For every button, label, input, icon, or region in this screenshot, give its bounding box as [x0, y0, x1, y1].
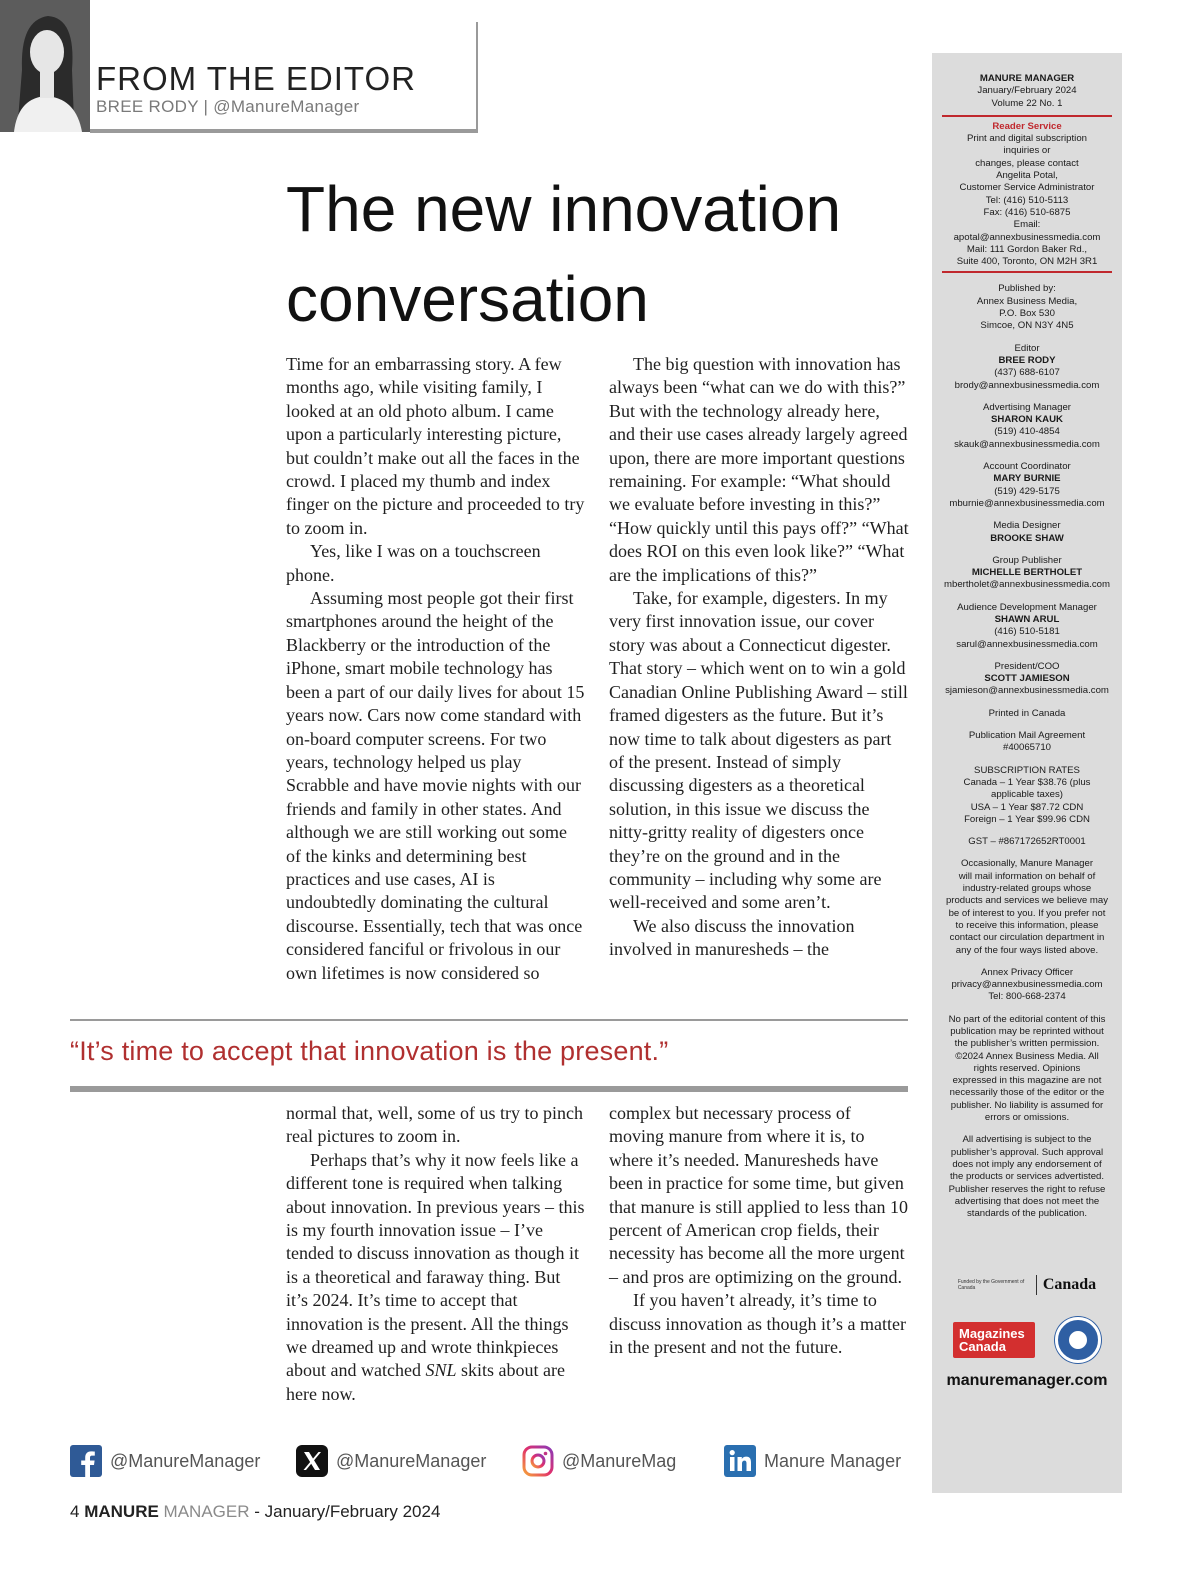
rights-line: expressed in this magazine are not [952, 1075, 1102, 1087]
paragraph-text: Perhaps that’s why it now feels like a different tone is required when talking about innovation. In previous years – this is my fourth innovation issue – I’ve tended to discuss innovation as though it is a theoretical and faraway thing. But it’s 2024. It’s time to accept that innovation is the present. All the things we dreamed up and wrote thinkpieces about and watched [286, 1149, 585, 1381]
staff-president [940, 661, 1114, 698]
staff-email: sjamieson@annexbusinessmedia.com [945, 685, 1109, 697]
section-title: FROM THE EDITOR [96, 60, 416, 97]
staff-name: SHAWN ARUL [994, 613, 1060, 625]
rights-line: errors or omissions. [984, 1112, 1070, 1124]
reader-service-line: Fax: (416) 510-6875 [983, 206, 1071, 218]
social-instagram-handle: @ManureMag [562, 1450, 677, 1471]
staff-email: sarul@annexbusinessmedia.com [956, 638, 1098, 650]
reader-service-line: Suite 400, Toronto, ON M2H 3R1 [956, 256, 1098, 268]
rights-line: publication may be reprinted without [950, 1026, 1104, 1037]
mail-info-block [940, 858, 1114, 956]
published-by-line: Published by: [998, 283, 1056, 295]
social-linkedin-link[interactable] [724, 1444, 901, 1478]
mail-agreement-line: Publication Mail Agreement [968, 730, 1086, 742]
staff-editor [940, 343, 1114, 392]
rights-line: necessarily those of the editor or the [949, 1087, 1105, 1099]
audit-seal-icon [1055, 1317, 1101, 1363]
printed-in: Printed in Canada [988, 707, 1066, 719]
subscription-line: Canada – 1 Year $38.76 (plus [963, 776, 1091, 788]
footer-brand-light: MANAGER [163, 1502, 250, 1521]
published-by-line: Annex Business Media, [976, 295, 1078, 307]
staff-name: BREE RODY [998, 354, 1056, 366]
pull-quote-rule-top [70, 1019, 908, 1021]
footer-brand-bold: MANURE [84, 1502, 159, 1521]
staff-account-coordinator [940, 461, 1114, 510]
staff-audience-development [940, 602, 1114, 651]
government-of-canada-logo [932, 1275, 1122, 1295]
mail-info-line: will mail information on behalf of [958, 870, 1096, 882]
masthead-divider [942, 115, 1112, 117]
mail-agreement-block [940, 730, 1114, 755]
funded-by-text: Funded by the Government of Canada [957, 1279, 1025, 1291]
pull-quote: “It’s time to accept that innovation is the present.” [70, 1036, 669, 1066]
paragraph: We also discuss the innovation involved in manuresheds – the [609, 915, 855, 960]
staff-phone: (519) 429-5175 [994, 485, 1060, 497]
masthead-sidebar [932, 53, 1122, 1493]
website-link[interactable]: manuremanager.com [946, 1372, 1108, 1389]
paragraph: The big question with innovation has always been “what can we do with this?” But with the technology already here, and their use cases already largely agreed upon, there are more important questions remaining. For example: “What should we evaluate before investing in this?” “How quickly until this pays off?” “What does ROI on this even look like?” “What are the implications of this?” [609, 354, 909, 585]
reader-service-line: Tel: (416) 510-5113 [985, 194, 1069, 206]
staff-phone: (437) 688-6107 [994, 367, 1060, 379]
advertising-block [940, 1134, 1114, 1220]
privacy-block [940, 967, 1114, 1004]
gst-number: GST – #867172652RT0001 [968, 836, 1086, 848]
body-column-right-top [609, 353, 909, 962]
reader-service-line: Mail: 111 Gordon Baker Rd., [966, 243, 1088, 255]
staff-media-designer [940, 520, 1114, 545]
social-x-link[interactable] [296, 1444, 486, 1478]
reader-service-line: Print and digital subscription [967, 133, 1087, 145]
paragraph: Time for an embarrassing story. A few months ago, while visiting family, I looked at an old photo album. I came upon a particularly interesting picture, but couldn’t make out all the faces in the crowd. I placed my thumb and index finger on the picture and proceeded to try to zoom in. [286, 354, 585, 538]
paragraph [286, 1149, 586, 1406]
masthead-pub-info [940, 73, 1114, 110]
staff-role: Audience Development Manager [957, 601, 1097, 613]
mail-info-line: any of the four ways listed above. [955, 944, 1099, 956]
reader-service-email: Email: apotal@annexbusinessmedia.com [953, 219, 1101, 243]
paragraph: Yes, like I was on a touchscreen phone. [286, 541, 541, 585]
reader-service-title: Reader Service [992, 120, 1062, 132]
staff-role: Advertising Manager [983, 401, 1071, 413]
pull-quote-rule-bottom [70, 1086, 908, 1092]
privacy-line: privacy@annexbusinessmedia.com [951, 979, 1103, 991]
editor-portrait-image [0, 0, 90, 132]
subscription-line: SUBSCRIPTION RATES [974, 764, 1080, 776]
masthead-pub-name: MANURE MANAGER [979, 73, 1075, 84]
mail-agreement-line: #40065710 [1002, 742, 1052, 754]
partner-logos [932, 1317, 1122, 1363]
masthead-pub-date: January/February 2024 [977, 85, 1077, 97]
mail-info-line: industry-related groups whose [962, 883, 1092, 895]
x-icon [296, 1445, 328, 1477]
footer-issue: - January/February 2024 [254, 1502, 441, 1521]
subscription-line: Foreign – 1 Year $99.96 CDN [964, 813, 1090, 825]
rights-line: publisher. No liability is assumed for [950, 1099, 1104, 1111]
staff-email: mburnie@annexbusinessmedia.com [949, 497, 1105, 509]
published-by-block [940, 283, 1114, 332]
editor-byline: BREE RODY | @ManureManager [96, 97, 360, 116]
social-facebook-link[interactable] [70, 1444, 260, 1478]
staff-role: Media Designer [993, 520, 1061, 532]
mail-info-line: contact our circulation department in [949, 932, 1105, 944]
rights-block [940, 1014, 1114, 1125]
rights-line: No part of the editorial content of this [948, 1013, 1106, 1025]
staff-name: MICHELLE BERTHOLET [971, 567, 1083, 579]
privacy-line: Annex Privacy Officer [980, 966, 1074, 978]
body-column-left-bottom [286, 1102, 586, 1406]
instagram-icon [522, 1445, 554, 1477]
staff-name: SHARON KAUK [991, 414, 1063, 426]
staff-phone: (519) 410-4854 [994, 426, 1060, 438]
advertising-line: publisher’s approval. Such approval [950, 1146, 1104, 1158]
reader-service-line: Customer Service Administrator [959, 182, 1095, 194]
page-footer [70, 1502, 440, 1522]
paragraph: Take, for example, digesters. In my very first innovation issue, our cover story was about a Connecticut digester. That story – which went on to win a gold Canadian Online Publishing Award – still framed digesters as the future. But it’s now time to talk about digesters as part of the present. Instead of simply discussing digesters as a theoretical solution, in this issue we discuss the nitty-gritty reality of digesters once they’re on the ground and in the community – including why some are well-received and some aren’t. [609, 588, 908, 913]
social-linkedin-handle: Manure Manager [764, 1450, 902, 1471]
paragraph: If you haven’t already, it’s time to discuss innovation as though it’s a matter in the present and not the future. [609, 1290, 906, 1358]
rights-line: rights reserved. Opinions [973, 1062, 1081, 1074]
mail-info-line: products and services we believe may [945, 895, 1109, 907]
rights-line: ©2024 Annex Business Media. All [955, 1050, 1099, 1062]
paragraph: Assuming most people got their first smartphones around the height of the Blackberry or the introduction of the iPhone, smart mobile technology has been a part of our daily lives for about 15 years now. Cars now come standard with on-board computer screens. For two years, technology helped us play Scrabble and have movie nights with our friends and family in other states. And although we are still working out some of the kinks and determining best practices and use cases, AI is undoubtedly dominating the cultural discourse. Essentially, tech that was once considered fanciful or frivolous in our own lifetimes is now considered so [286, 588, 585, 983]
advertising-line: the products or services advertisted. [949, 1171, 1105, 1183]
article-headline [286, 164, 906, 344]
advertising-line: Publisher reserves the right to refuse [948, 1183, 1106, 1195]
staff-role: President/COO [994, 660, 1060, 672]
staff-advertising-manager [940, 402, 1114, 451]
mail-info-line: Occasionally, Manure Manager [960, 858, 1094, 870]
reader-service-line: Angelita Potal, [996, 170, 1058, 182]
show-title: SNL [425, 1360, 457, 1381]
advertising-line: All advertising is subject to the [962, 1134, 1092, 1146]
advertising-line: standards of the publication. [966, 1208, 1087, 1220]
staff-email: brody@annexbusinessmedia.com [954, 379, 1100, 391]
rights-line: the publisher’s written permission. [954, 1038, 1100, 1050]
staff-name: MARY BURNIE [993, 473, 1061, 485]
body-column-left-top [286, 353, 586, 985]
privacy-line: Tel: 800-668-2374 [988, 991, 1066, 1003]
staff-role: Account Coordinator [983, 461, 1071, 473]
subscription-line: applicable taxes) [991, 789, 1063, 801]
headline-line-2: conversation [286, 263, 649, 335]
published-by-line: P.O. Box 530 [999, 308, 1055, 320]
social-facebook-handle: @ManureManager [110, 1450, 261, 1471]
paragraph-tail: skits about are here now. [286, 1360, 565, 1404]
staff-email: mbertholet@annexbusinessmedia.com [944, 579, 1110, 591]
editor-photo [0, 0, 90, 132]
subscription-block [940, 765, 1114, 826]
headline-line-1: The new innovation [286, 173, 842, 245]
staff-email: skauk@annexbusinessmedia.com [954, 438, 1100, 450]
advertising-line: does not imply any endorsement of [952, 1158, 1102, 1170]
linkedin-icon [724, 1445, 756, 1477]
canada-wordmark: Canada [1042, 1275, 1097, 1293]
staff-name: BROOKE SHAW [990, 532, 1064, 544]
paragraph: normal that, well, some of us try to pinch real pictures to zoom in. [286, 1103, 583, 1147]
staff-role: Editor [1014, 342, 1040, 354]
staff-group-publisher [940, 555, 1114, 592]
masthead-divider [942, 271, 1112, 273]
page-number: 4 [70, 1502, 80, 1521]
reader-service-line: changes, please contact [975, 157, 1079, 169]
magazines-canada-logo: Magazines Canada [953, 1322, 1035, 1358]
body-column-right-bottom [609, 1102, 909, 1359]
reader-service-line: inquiries or [1003, 145, 1051, 157]
social-instagram-link[interactable] [522, 1444, 676, 1478]
subscription-line: USA – 1 Year $87.72 CDN [970, 801, 1084, 813]
facebook-icon [70, 1445, 102, 1477]
logo-divider [1036, 1275, 1037, 1295]
masthead-volume: Volume 22 No. 1 [991, 97, 1063, 109]
staff-role: Group Publisher [992, 554, 1062, 566]
mail-info-line: be of interest to you. If you prefer not [948, 907, 1106, 919]
advertising-line: advertising that does not meet the [954, 1195, 1100, 1207]
reader-service-block [940, 121, 1114, 269]
staff-phone: (416) 510-5181 [994, 626, 1060, 638]
paragraph: complex but necessary process of moving manure from where it is, to where it’s needed. Manuresheds have been in practice for some time, but given that manure is still applied to less than 10 percent of American crop fields, their necessity has become all the more urgent – and pros are optimizing on the ground. [609, 1103, 908, 1287]
social-x-handle: @ManureManager [336, 1450, 487, 1471]
published-by-line: Simcoe, ON N3Y 4N5 [980, 320, 1074, 332]
mail-info-line: to receive this information, please [955, 919, 1099, 931]
staff-name: SCOTT JAMIESON [984, 673, 1070, 685]
